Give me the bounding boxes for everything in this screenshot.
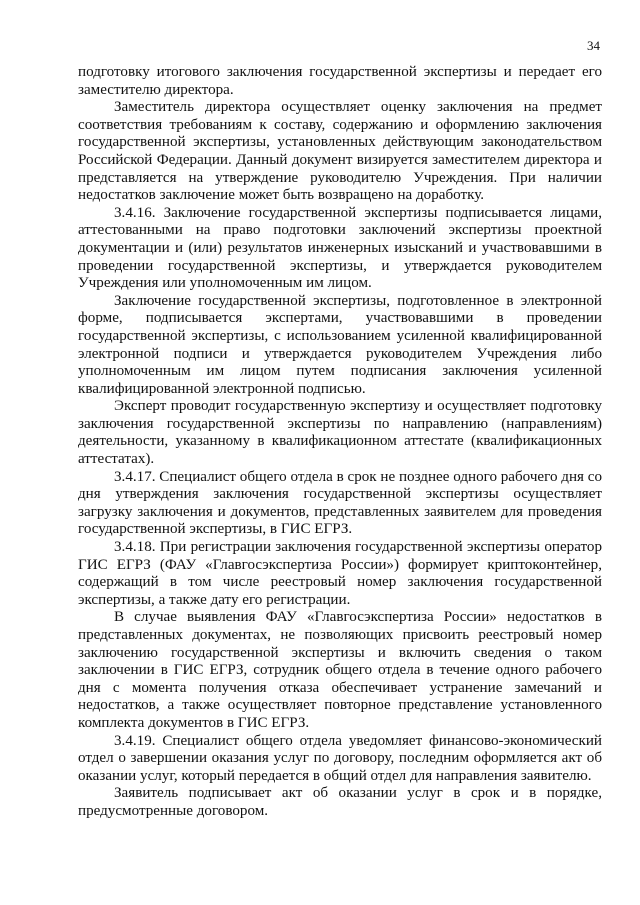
paragraph: Эксперт проводит государственную экспертизу и осуществляет подготовку заключения государственной экспертизы по направлению (направлениям) деятельности, указанному в квалификационном аттестате (квалификационных аттестатах).: [78, 398, 602, 468]
paragraph: Заключение государственной экспертизы, подготовленное в электронной форме, подписывается экспертами, участвовавшими в проведении государственной экспертизы, с использованием усиленной квалифицированной электронной подписи и утверждается руководителем Учреждения либо уполномоченным им лицом путем подписания заключения усиленной квалифицированной электронной подписью.: [78, 292, 602, 397]
paragraph: 3.4.19. Специалист общего отдела уведомляет финансово-экономический отдел о завершении оказания услуг по договору, последним оформляется акт об оказании услуг, который передается в общий отдел для направления заявителю.: [78, 732, 602, 784]
paragraph: 3.4.18. При регистрации заключения государственной экспертизы оператор ГИС ЕГРЗ (ФАУ «Главгосэкспертиза России») формирует криптоконтейнер, содержащий в том числе реестровый номер заключения государственной экспертизы, а также дату его регистрации.: [78, 539, 602, 608]
paragraph: подготовку итогового заключения государственной экспертизы и передает его заместителю директора.: [78, 64, 602, 98]
page-number: 34: [587, 38, 600, 53]
paragraph: Заявитель подписывает акт об оказании услуг в срок и в порядке, предусмотренные договором.: [78, 785, 602, 819]
document-body: [78, 64, 602, 821]
paragraph: Заместитель директора осуществляет оценку заключения на предмет соответствия требованиям к составу, содержанию и оформлению заключения государственной экспертизы, установленных действующим законодательством Российской Федерации. Данный документ визируется заместителем директора и представляется на утверждение руководителю Учреждения. При наличии недостатков заключение может быть возвращено на доработку.: [78, 99, 602, 204]
paragraph: 3.4.16. Заключение государственной экспертизы подписывается лицами, аттестованными на право подготовки заключений экспертизы проектной документации и (или) результатов инженерных изысканий и участвовавшими в проведении государственной экспертизы, и утверждается руководителем Учреждения или уполномоченным им лицом.: [78, 204, 602, 292]
paragraph: В случае выявления ФАУ «Главгосэкспертиза России» недостатков в представленных документах, не позволяющих присвоить реестровый номер заключению государственной экспертизы и включить сведения о таком заключении в ГИС ЕГРЗ, сотрудник общего отдела в течение одного рабочего дня с момента получения отказа обеспечивает устранение замечаний и недостатков, а также осуществляет повторное представление установленного комплекта документов в ГИС ЕГРЗ.: [78, 609, 602, 731]
paragraph: 3.4.17. Специалист общего отдела в срок не позднее одного рабочего дня со дня утверждения заключения государственной экспертизы осуществляет загрузку заключения и документов, представленных заявителем для проведения государственной экспертизы, в ГИС ЕГРЗ.: [78, 468, 602, 538]
